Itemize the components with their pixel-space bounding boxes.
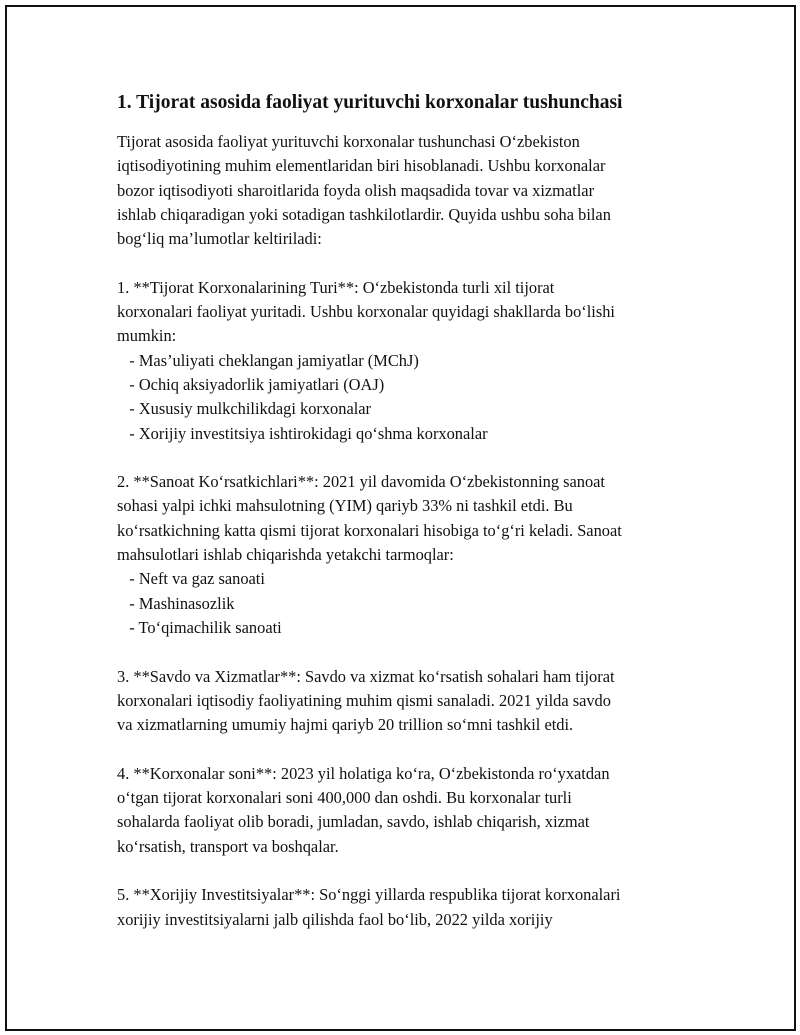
text-line: - Ochiq aksiyadorlik jamiyatlari (OAJ): [117, 374, 385, 394]
text-line: xorijiy investitsiyalarni jalb qilishda faol bo‘lib, 2022 yilda xorijiy: [117, 909, 553, 929]
text-line: ishlab chiqaradigan yoki sotadigan tashkilotlardir. Quyida ushbu soha bilan: [117, 204, 611, 224]
text-line: - Xususiy mulkchilikdagi korxonalar: [117, 399, 372, 419]
paragraph-break: [117, 737, 707, 761]
text-line: - Mashinasozlik: [117, 593, 235, 613]
paragraph-break: [117, 859, 707, 883]
text-line: ko‘rsatish, transport va boshqalar.: [117, 836, 339, 856]
text-line: 5. **Xorijiy Investitsiyalar**: So‘nggi yillarda respublika tijorat korxonalari: [117, 885, 621, 905]
text-line: 3. **Savdo va Xizmatlar**: Savdo va xizmat ko‘rsatish sohalari ham tijorat: [117, 666, 615, 686]
text-line: 2. **Sanoat Ko‘rsatkichlari**: 2021 yil davomida O‘zbekistonning sanoat: [117, 472, 605, 492]
text-line: korxonalari faoliyat yuritadi. Ushbu korxonalar quyidagi shakllarda bo‘lishi: [117, 302, 615, 322]
text-line: korxonalari iqtisodiy faoliyatining muhim qismi sanaladi. 2021 yilda savdo: [117, 690, 611, 710]
text-line: 4. **Korxonalar soni**: 2023 yil holatiga ko‘ra, O‘zbekistonda ro‘yxatdan: [117, 763, 610, 783]
paragraph-break: [117, 640, 707, 664]
text-line: o‘tgan tijorat korxonalari soni 400,000 dan oshdi. Bu korxonalar turli: [117, 788, 572, 808]
document-body: [117, 90, 707, 932]
text-line: - Mas’uliyati cheklangan jamiyatlar (MChJ): [117, 350, 419, 370]
text-line: - Xorijiy investitsiya ishtirokidagi qo‘shma korxonalar: [117, 423, 488, 443]
paragraph-break: [117, 446, 707, 470]
text-line: sohasi yalpi ichki mahsulotning (YIM) qariyb 33% ni tashkil etdi. Bu: [117, 496, 573, 516]
text-line: 1. **Tijorat Korxonalarining Turi**: O‘zbekistonda turli xil tijorat: [117, 277, 555, 297]
text-line: Tijorat asosida faoliyat yurituvchi korxonalar tushunchasi O‘zbekiston: [117, 132, 580, 151]
text-line: va xizmatlarning umumiy hajmi qariyb 20 trillion so‘mni tashkil etdi.: [117, 715, 574, 735]
paragraph-break: [117, 251, 707, 275]
text-line: mahsulotlari ishlab chiqarishda yetakchi tarmoqlar:: [117, 545, 454, 565]
text-line: - To‘qimachilik sanoati: [117, 617, 282, 637]
text-line: - Neft va gaz sanoati: [117, 569, 265, 589]
text-lines: [117, 130, 707, 932]
text-line: ko‘rsatkichning katta qismi tijorat korxonalari hisobiga to‘g‘ri keladi. Sanoat: [117, 520, 622, 540]
text-line: iqtisodiyotining muhim elementlaridan biri hisoblanadi. Ushbu korxonalar: [117, 156, 606, 176]
text-line: bog‘liq ma’lumotlar keltiriladi:: [117, 229, 322, 249]
text-line: bozor iqtisodiyoti sharoitlarida foyda olish maqsadida tovar va xizmatlar: [117, 180, 595, 200]
text-line: sohalarda faoliyat olib boradi, jumladan, savdo, ishlab chiqarish, xizmat: [117, 812, 590, 832]
document-title: 1. Tijorat asosida faoliyat yurituvchi korxonalar tushunchasi: [117, 92, 623, 113]
text-line: mumkin:: [117, 326, 177, 346]
